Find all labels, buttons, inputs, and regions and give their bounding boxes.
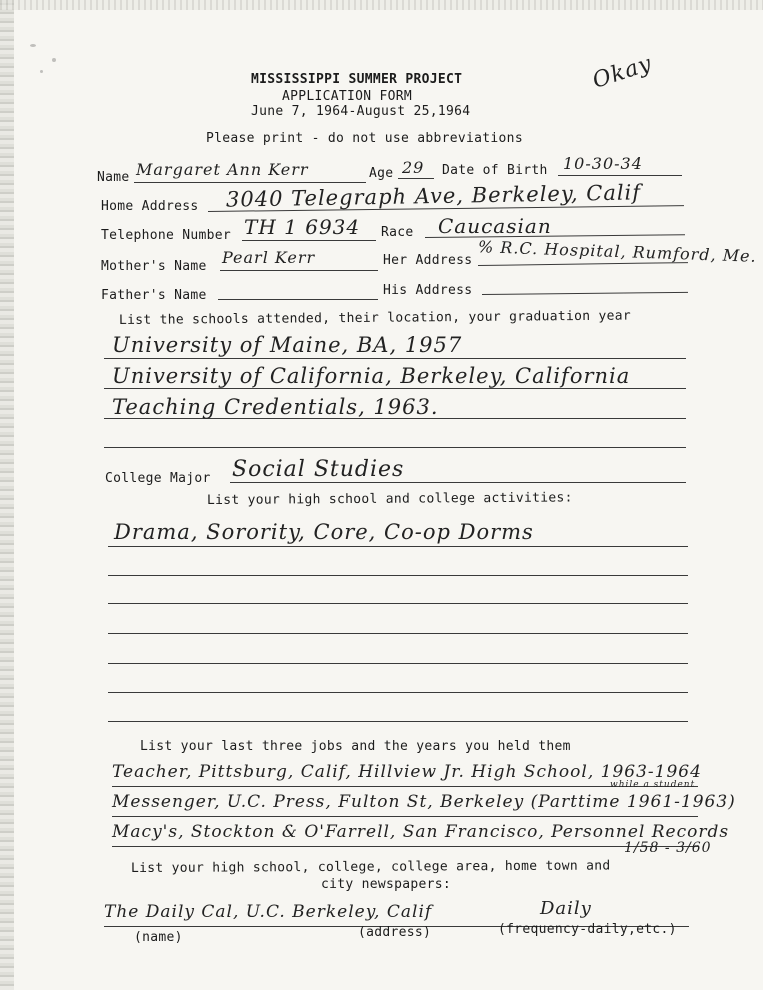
college-major-label: College Major	[105, 471, 211, 486]
scan-speck	[30, 44, 36, 47]
activities-line-6	[108, 692, 688, 693]
activities-line-1	[108, 546, 688, 547]
his-address-label: His Address	[383, 283, 473, 298]
jobs-note-student: while a student	[610, 780, 696, 790]
her-address-value: % R.C. Hospital, Rumford, Me.	[477, 237, 758, 266]
activities-line-4	[108, 633, 688, 634]
race-label: Race	[381, 225, 414, 240]
instructions-text: Please print - do not use abbreviations	[206, 131, 523, 146]
activities-label: List your high school and college activities:	[206, 490, 573, 508]
activities-line-3	[108, 603, 688, 604]
activities-line-2	[108, 575, 688, 576]
name-label: Name	[97, 170, 130, 185]
his-address-line	[482, 292, 688, 295]
race-value: Caucasian	[438, 214, 552, 238]
mothers-name-value: Pearl Kerr	[222, 248, 316, 267]
schools-label: List the schools attended, their location, your graduation year	[118, 308, 632, 328]
newspapers-label-line2: city newspapers:	[321, 877, 452, 892]
scan-edge-top	[0, 0, 763, 10]
dob-label: Date of Birth	[442, 163, 548, 178]
jobs-entry-3: Macy's, Stockton & O'Farrell, San Francisco, Personnel Records	[112, 822, 730, 842]
activities-value: Drama, Sorority, Core, Co-op Dorms	[114, 520, 534, 544]
form-subtitle: APPLICATION FORM	[282, 89, 413, 104]
margin-note: Okay	[589, 51, 656, 94]
schools-line-1	[104, 358, 686, 359]
age-line	[398, 178, 434, 179]
her-address-line	[478, 262, 688, 266]
scan-speck	[40, 70, 43, 73]
jobs-line-2	[112, 816, 698, 817]
form-title: MISSISSIPPI SUMMER PROJECT	[251, 72, 463, 87]
telephone-value: TH 1 6934	[244, 215, 361, 239]
fathers-name-line	[218, 299, 378, 300]
college-major-value: Social Studies	[232, 457, 405, 482]
telephone-line	[242, 240, 376, 241]
jobs-entry-1: Teacher, Pittsburg, Calif, Hillview Jr. High School, 1963-1964	[112, 762, 702, 782]
mothers-name-label: Mother's Name	[101, 259, 207, 274]
telephone-label: Telephone Number	[101, 228, 232, 243]
schools-entry-2: University of California, Berkeley, California	[112, 364, 631, 388]
name-line	[134, 182, 366, 183]
activities-line-7	[108, 721, 688, 722]
mothers-name-line	[220, 270, 378, 271]
college-major-line	[230, 482, 686, 483]
age-label: Age	[369, 166, 394, 181]
newspaper-name-value: The Daily Cal, U.C. Berkeley, Calif	[104, 902, 433, 922]
newspaper-address-caption: (address)	[358, 925, 432, 940]
home-address-label: Home Address	[101, 199, 199, 214]
fathers-name-label: Father's Name	[101, 288, 207, 303]
jobs-label: List your last three jobs and the years you held them	[140, 739, 571, 754]
scan-speck	[52, 58, 56, 62]
jobs-entry-2: Messenger, U.C. Press, Fulton St, Berkeley (Parttime 1961-1963)	[112, 792, 736, 812]
activities-line-5	[108, 663, 688, 664]
home-address-value: 3040 Telegraph Ave, Berkeley, Calif	[225, 180, 642, 212]
dob-line	[558, 175, 682, 176]
dob-value: 10-30-34	[563, 154, 643, 173]
age-value: 29	[402, 158, 425, 177]
schools-entry-1: University of Maine, BA, 1957	[112, 333, 463, 357]
schools-line-4	[104, 447, 686, 448]
newspapers-label-line1: List your high school, college, college area, home town and	[130, 858, 611, 876]
newspaper-frequency-caption: (frequency-daily,etc.)	[498, 922, 677, 937]
schools-line-2	[104, 388, 686, 389]
jobs-line-3	[112, 846, 698, 847]
scan-edge-left	[0, 0, 14, 990]
form-dates: June 7, 1964-August 25,1964	[251, 104, 471, 119]
schools-entry-3: Teaching Credentials, 1963.	[112, 395, 439, 419]
newspaper-name-caption: (name)	[134, 930, 183, 945]
jobs-note-years: 1/58 - 3/60	[624, 840, 712, 856]
newspaper-frequency-value: Daily	[540, 898, 592, 919]
name-value: Margaret Ann Kerr	[136, 160, 309, 179]
her-address-label: Her Address	[383, 253, 473, 268]
